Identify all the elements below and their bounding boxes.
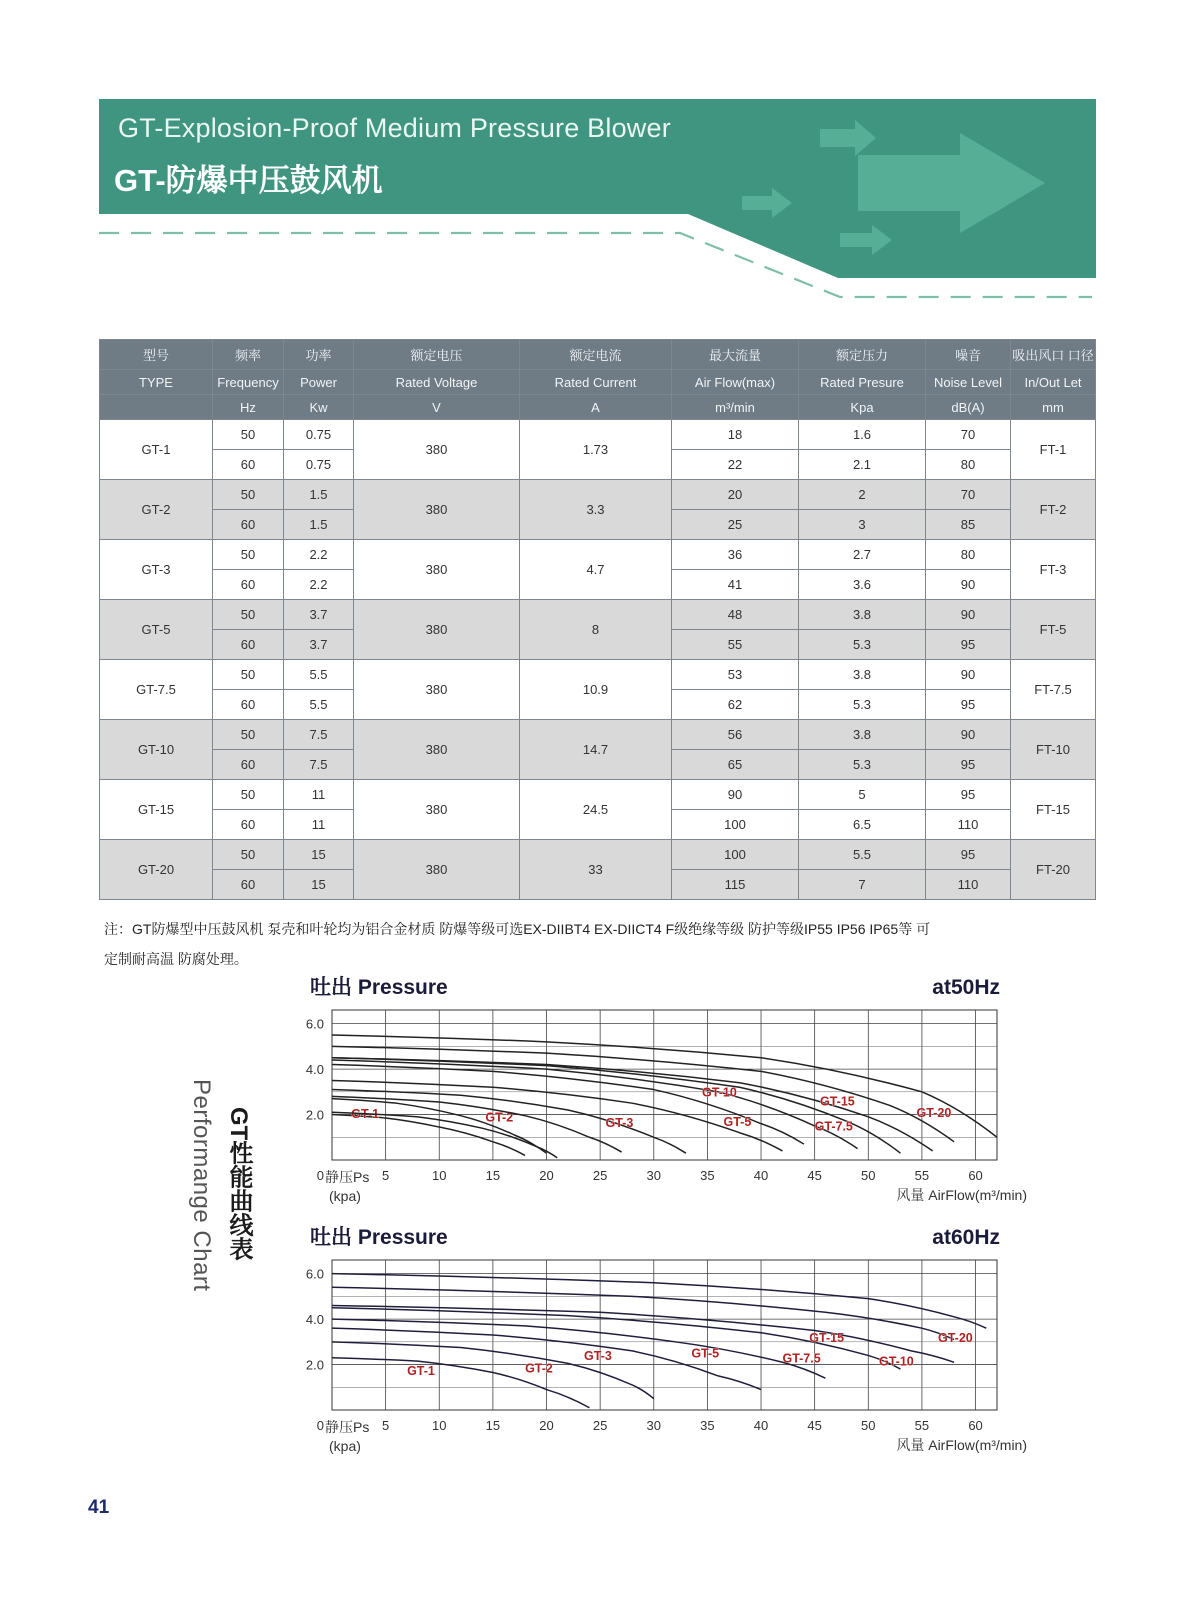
voltage-cell: 380 — [354, 660, 520, 720]
airflow-cell: 100 — [672, 840, 799, 870]
curve-label: GT-2 — [525, 1361, 553, 1376]
port-cell: FT-20 — [1011, 840, 1096, 900]
curve-label: GT-15 — [820, 1094, 855, 1109]
model-type-cell: GT-7.5 — [100, 660, 213, 720]
frequency-cell: 60 — [213, 570, 284, 600]
table-header-cell: 型号 — [100, 340, 213, 370]
curve-label: GT-5 — [723, 1114, 752, 1129]
frequency-cell: 50 — [213, 480, 284, 510]
curve-label: GT-20 — [938, 1330, 973, 1345]
power-cell: 2.2 — [284, 570, 354, 600]
chart-title: 吐出 Pressure — [310, 976, 448, 999]
table-header-cell: Power — [284, 370, 354, 395]
x-tick-label: 5 — [382, 1418, 390, 1433]
curve-label: GT-5 — [691, 1346, 720, 1361]
table-header-cell: dB(A) — [926, 395, 1011, 420]
table-header-cell: mm — [1011, 395, 1096, 420]
frequency-cell: 60 — [213, 870, 284, 900]
noise-cell: 110 — [926, 870, 1011, 900]
table-header-cell: Air Flow(max) — [672, 370, 799, 395]
power-cell: 0.75 — [284, 420, 354, 450]
voltage-cell: 380 — [354, 840, 520, 900]
pressure-cell: 1.6 — [799, 420, 926, 450]
curve-gt-20 — [332, 1035, 997, 1137]
frequency-cell: 50 — [213, 660, 284, 690]
title-chinese: GT-防爆中压鼓风机 — [114, 163, 383, 198]
y-tick-label: 6.0 — [305, 1016, 324, 1032]
pressure-cell: 5.5 — [799, 840, 926, 870]
current-cell: 4.7 — [520, 540, 672, 600]
noise-cell: 90 — [926, 570, 1011, 600]
table-header-cell: Hz — [213, 395, 284, 420]
table-header-cell: Frequency — [213, 370, 284, 395]
power-cell: 11 — [284, 780, 354, 810]
voltage-cell: 380 — [354, 540, 520, 600]
power-cell: 3.7 — [284, 630, 354, 660]
table-header-cell: 噪音 — [926, 340, 1011, 370]
airflow-cell: 25 — [672, 510, 799, 540]
curve-gt-2 — [332, 1096, 622, 1152]
table-header-row — [100, 395, 1096, 420]
table-header-cell: V — [354, 395, 520, 420]
table-header-cell: 吸出风口 口径 — [1011, 340, 1096, 370]
curve-label: GT-3 — [584, 1349, 612, 1363]
voltage-cell: 380 — [354, 720, 520, 780]
y-tick-label: 2.0 — [305, 1107, 324, 1123]
table-header-row — [100, 340, 1096, 370]
table-header-cell: 最大流量 — [672, 340, 799, 370]
x-tick-label: 15 — [485, 1418, 501, 1433]
model-type-cell: GT-3 — [100, 540, 213, 600]
airflow-cell: 20 — [672, 480, 799, 510]
table-header-cell: 额定电流 — [520, 340, 672, 370]
note-line-2: 定制耐高温 防腐处理。 — [104, 951, 248, 967]
pressure-cell: 3.8 — [799, 600, 926, 630]
curve-label: GT-15 — [809, 1330, 845, 1345]
x-tick-label: 35 — [700, 1168, 715, 1183]
chart-50hz — [290, 968, 1050, 1208]
table-header-cell: Rated Current — [520, 370, 672, 395]
airflow-cell: 56 — [672, 720, 799, 750]
airflow-cell: 18 — [672, 420, 799, 450]
frequency-cell: 50 — [213, 780, 284, 810]
chart-title: 吐出 Pressure — [310, 1226, 448, 1249]
pressure-cell: 5.3 — [799, 750, 926, 780]
current-cell: 14.7 — [520, 720, 672, 780]
curve-label: GT-7.5 — [814, 1119, 853, 1134]
table-header-cell: TYPE — [100, 370, 213, 395]
x-tick-label: 30 — [646, 1168, 662, 1183]
voltage-cell: 380 — [354, 780, 520, 840]
current-cell: 24.5 — [520, 780, 672, 840]
table-header-cell: 频率 — [213, 340, 284, 370]
x-tick-label: 25 — [592, 1168, 608, 1183]
table-row — [100, 420, 1096, 450]
x-tick-label: 40 — [753, 1168, 769, 1183]
curve-label: GT-1 — [351, 1106, 380, 1121]
power-cell: 1.5 — [284, 480, 354, 510]
port-cell: FT-1 — [1011, 420, 1096, 480]
curve-label: GT-3 — [605, 1116, 634, 1131]
current-cell: 10.9 — [520, 660, 672, 720]
y-tick-label: 0 — [316, 1168, 324, 1183]
pressure-cell: 3 — [799, 510, 926, 540]
curve-label: GT-20 — [916, 1105, 952, 1120]
frequency-cell: 50 — [213, 420, 284, 450]
x-tick-label: 15 — [485, 1168, 501, 1183]
pressure-cell: 2.7 — [799, 540, 926, 570]
curve-gt-5 — [332, 1319, 825, 1378]
noise-cell: 95 — [926, 750, 1011, 780]
current-cell: 33 — [520, 840, 672, 900]
model-type-cell: GT-2 — [100, 480, 213, 540]
x-tick-label: 20 — [539, 1418, 554, 1433]
pressure-cell: 5.3 — [799, 630, 926, 660]
side-label-en: Performange Chart — [188, 1079, 215, 1292]
x-tick-label: 60 — [968, 1168, 983, 1183]
frequency-cell: 50 — [213, 600, 284, 630]
chart-subtitle: at60Hz — [932, 1226, 1000, 1249]
y-tick-label: 6.0 — [305, 1266, 324, 1282]
voltage-cell: 380 — [354, 420, 520, 480]
model-type-cell: GT-15 — [100, 780, 213, 840]
y-tick-label: 0 — [316, 1418, 324, 1433]
port-cell: FT-15 — [1011, 780, 1096, 840]
pressure-cell: 3.8 — [799, 720, 926, 750]
model-type-cell: GT-1 — [100, 420, 213, 480]
note-text — [104, 914, 1104, 974]
pressure-cell: 7 — [799, 870, 926, 900]
airflow-cell: 36 — [672, 540, 799, 570]
page-number: 41 — [88, 1497, 110, 1518]
frequency-cell: 60 — [213, 510, 284, 540]
table-header-cell: Kpa — [799, 395, 926, 420]
curve-label: GT-10 — [702, 1085, 737, 1100]
pressure-cell: 6.5 — [799, 810, 926, 840]
curve-label: GT-2 — [485, 1110, 514, 1125]
table-header-cell — [100, 395, 213, 420]
y-axis-label: 静压Ps — [325, 1169, 370, 1185]
model-type-cell: GT-20 — [100, 840, 213, 900]
frequency-cell: 60 — [213, 810, 284, 840]
power-cell: 3.7 — [284, 600, 354, 630]
y-tick-label: 2.0 — [305, 1357, 324, 1373]
frequency-cell: 50 — [213, 720, 284, 750]
x-tick-label: 50 — [861, 1168, 876, 1183]
power-cell: 5.5 — [284, 690, 354, 720]
x-tick-label: 55 — [914, 1168, 930, 1183]
x-tick-label: 30 — [646, 1418, 662, 1433]
table-row — [100, 480, 1096, 510]
power-cell: 7.5 — [284, 750, 354, 780]
x-tick-label: 20 — [539, 1168, 554, 1183]
title-english: GT-Explosion-Proof Medium Pressure Blower — [118, 113, 671, 143]
noise-cell: 95 — [926, 840, 1011, 870]
table-header-cell: m³/min — [672, 395, 799, 420]
chart-subtitle: at50Hz — [932, 976, 1000, 999]
power-cell: 0.75 — [284, 450, 354, 480]
pressure-cell: 2.1 — [799, 450, 926, 480]
voltage-cell: 380 — [354, 480, 520, 540]
y-axis-label: (kpa) — [329, 1438, 361, 1454]
table-row — [100, 840, 1096, 870]
airflow-cell: 53 — [672, 660, 799, 690]
frequency-cell: 60 — [213, 750, 284, 780]
power-cell: 5.5 — [284, 660, 354, 690]
chart-60hz — [290, 1218, 1050, 1468]
spec-table — [99, 339, 1096, 900]
x-tick-label: 25 — [592, 1418, 608, 1433]
y-tick-label: 4.0 — [305, 1312, 324, 1328]
airflow-cell: 55 — [672, 630, 799, 660]
x-tick-label: 5 — [382, 1168, 390, 1183]
y-tick-label: 4.0 — [305, 1062, 324, 1078]
airflow-cell: 90 — [672, 780, 799, 810]
noise-cell: 90 — [926, 600, 1011, 630]
airflow-cell: 41 — [672, 570, 799, 600]
noise-cell: 70 — [926, 480, 1011, 510]
table-row — [100, 780, 1096, 810]
curve-gt-20 — [332, 1274, 986, 1329]
curve-label: GT-10 — [879, 1354, 914, 1369]
power-cell: 7.5 — [284, 720, 354, 750]
table-header-cell: Kw — [284, 395, 354, 420]
x-tick-label: 40 — [753, 1418, 769, 1433]
port-cell: FT-2 — [1011, 480, 1096, 540]
pressure-cell: 5 — [799, 780, 926, 810]
table-header-cell: 额定压力 — [799, 340, 926, 370]
table-header-cell: A — [520, 395, 672, 420]
frequency-cell: 60 — [213, 450, 284, 480]
noise-cell: 95 — [926, 780, 1011, 810]
airflow-cell: 115 — [672, 870, 799, 900]
side-label-zh: GT性能曲线表 — [225, 1107, 252, 1261]
curve-gt-5 — [332, 1060, 858, 1149]
noise-cell: 110 — [926, 810, 1011, 840]
y-axis-label: 静压Ps — [325, 1419, 370, 1435]
airflow-cell: 48 — [672, 600, 799, 630]
noise-cell: 90 — [926, 660, 1011, 690]
table-header-cell: Rated Presure — [799, 370, 926, 395]
power-cell: 2.2 — [284, 540, 354, 570]
noise-cell: 85 — [926, 510, 1011, 540]
port-cell: FT-10 — [1011, 720, 1096, 780]
noise-cell: 70 — [926, 420, 1011, 450]
power-cell: 1.5 — [284, 510, 354, 540]
table-header-cell: 额定电压 — [354, 340, 520, 370]
table-row — [100, 660, 1096, 690]
x-tick-label: 50 — [861, 1418, 876, 1433]
x-tick-label: 10 — [432, 1168, 447, 1183]
airflow-cell: 65 — [672, 750, 799, 780]
x-axis-label: 风量 AirFlow(m³/min) — [896, 1187, 1027, 1203]
current-cell: 8 — [520, 600, 672, 660]
frequency-cell: 60 — [213, 630, 284, 660]
x-tick-label: 60 — [968, 1418, 983, 1433]
power-cell: 11 — [284, 810, 354, 840]
table-row — [100, 600, 1096, 630]
model-type-cell: GT-5 — [100, 600, 213, 660]
table-header-cell: 功率 — [284, 340, 354, 370]
x-tick-label: 45 — [807, 1418, 822, 1433]
pressure-cell: 2 — [799, 480, 926, 510]
current-cell: 1.73 — [520, 420, 672, 480]
voltage-cell: 380 — [354, 600, 520, 660]
port-cell: FT-7.5 — [1011, 660, 1096, 720]
curve-label: GT-1 — [407, 1363, 435, 1378]
airflow-cell: 22 — [672, 450, 799, 480]
power-cell: 15 — [284, 840, 354, 870]
noise-cell: 80 — [926, 540, 1011, 570]
model-type-cell: GT-10 — [100, 720, 213, 780]
airflow-cell: 62 — [672, 690, 799, 720]
airflow-cell: 100 — [672, 810, 799, 840]
table-row — [100, 540, 1096, 570]
x-tick-label: 45 — [807, 1168, 822, 1183]
table-row — [100, 720, 1096, 750]
curve-gt-7-5 — [332, 1058, 900, 1153]
noise-cell: 95 — [926, 690, 1011, 720]
frequency-cell: 60 — [213, 690, 284, 720]
noise-cell: 90 — [926, 720, 1011, 750]
table-header-cell: In/Out Let — [1011, 370, 1096, 395]
table-header-cell: Rated Voltage — [354, 370, 520, 395]
pressure-cell: 3.8 — [799, 660, 926, 690]
table-header-row — [100, 370, 1096, 395]
frequency-cell: 50 — [213, 540, 284, 570]
power-cell: 15 — [284, 870, 354, 900]
x-axis-label: 风量 AirFlow(m³/min) — [896, 1437, 1027, 1453]
pressure-cell: 3.6 — [799, 570, 926, 600]
pressure-cell: 5.3 — [799, 690, 926, 720]
x-tick-label: 10 — [432, 1418, 447, 1433]
x-tick-label: 55 — [914, 1418, 930, 1433]
noise-cell: 80 — [926, 450, 1011, 480]
y-axis-label: (kpa) — [329, 1188, 361, 1204]
note-line-1: 注：GT防爆型中压鼓风机 泵壳和叶轮均为铝合金材质 防爆等级可选EX-DIIBT4 EX-DIICT4 F级绝缘等级 防护等级IP55 IP56 IP65等 可 — [104, 921, 931, 937]
port-cell: FT-5 — [1011, 600, 1096, 660]
noise-cell: 95 — [926, 630, 1011, 660]
port-cell: FT-3 — [1011, 540, 1096, 600]
frequency-cell: 50 — [213, 840, 284, 870]
table-header-cell: Noise Level — [926, 370, 1011, 395]
curve-label: GT-7.5 — [782, 1351, 821, 1366]
x-tick-label: 35 — [700, 1418, 715, 1433]
current-cell: 3.3 — [520, 480, 672, 540]
